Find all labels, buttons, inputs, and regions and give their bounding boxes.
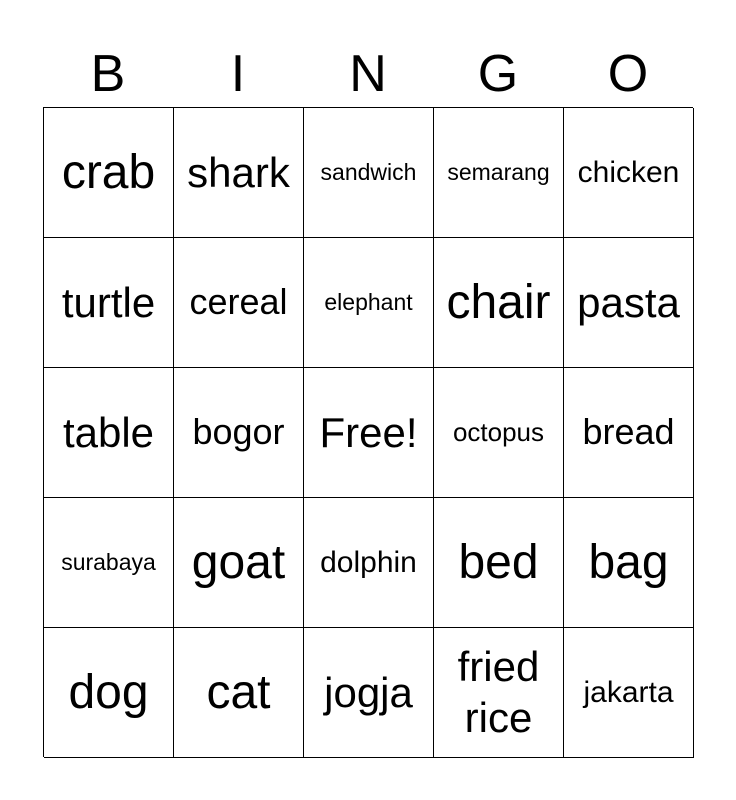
bingo-card-grid [43,107,693,757]
bingo-cell [564,368,694,498]
cell-label: shark [187,148,290,196]
cell-label: bag [588,535,669,589]
cell-label: sandwich [320,158,417,185]
free-space-label: Free! [319,408,418,456]
cell-label: chicken [577,155,680,189]
cell-label: jogja [324,668,413,716]
bingo-cell [174,498,304,628]
header-letter-n: N [349,45,387,103]
cell-label: bed [458,535,539,589]
cell-label: dog [68,665,149,719]
cell-label: jakarta [583,675,674,709]
bingo-cell [44,498,174,628]
cell-label: octopus [452,416,545,447]
bingo-cell [174,368,304,498]
bingo-cell [304,498,434,628]
bingo-cell [564,238,694,368]
bingo-cell [304,108,434,238]
cell-label: turtle [61,278,156,326]
bingo-cell [174,628,304,758]
cell-label: surabaya [61,548,156,575]
header-letter-b: B [90,45,126,103]
header-letter-i: I [230,45,246,103]
cell-label: cat [206,665,271,719]
cell-label: bogor [192,411,285,453]
cell-label: bread [582,411,675,453]
bingo-cell [564,498,694,628]
cell-label: fried rice [457,643,540,741]
header-letter-o: O [607,45,649,103]
bingo-header [43,40,693,108]
bingo-cell [434,498,564,628]
bingo-cell [44,238,174,368]
cell-label: crab [61,145,156,199]
bingo-cell [434,108,564,238]
bingo-cell [434,368,564,498]
cell-label: dolphin [320,545,417,579]
bingo-cell [564,108,694,238]
bingo-cell [434,238,564,368]
cell-label: chair [446,275,551,329]
header-letter-g: G [477,45,519,103]
bingo-cell [434,628,564,758]
bingo-cell [174,108,304,238]
cell-label: cereal [189,281,288,323]
free-space-cell [304,368,434,498]
bingo-cell [304,628,434,758]
cell-label: elephant [324,288,413,315]
cell-label: table [62,408,155,456]
cell-label: pasta [577,278,680,326]
cell-label: goat [191,535,286,589]
bingo-cell [44,368,174,498]
bingo-cell [174,238,304,368]
bingo-cell [564,628,694,758]
bingo-cell [44,628,174,758]
cell-label: semarang [447,158,550,185]
bingo-cell [44,108,174,238]
bingo-cell [304,238,434,368]
